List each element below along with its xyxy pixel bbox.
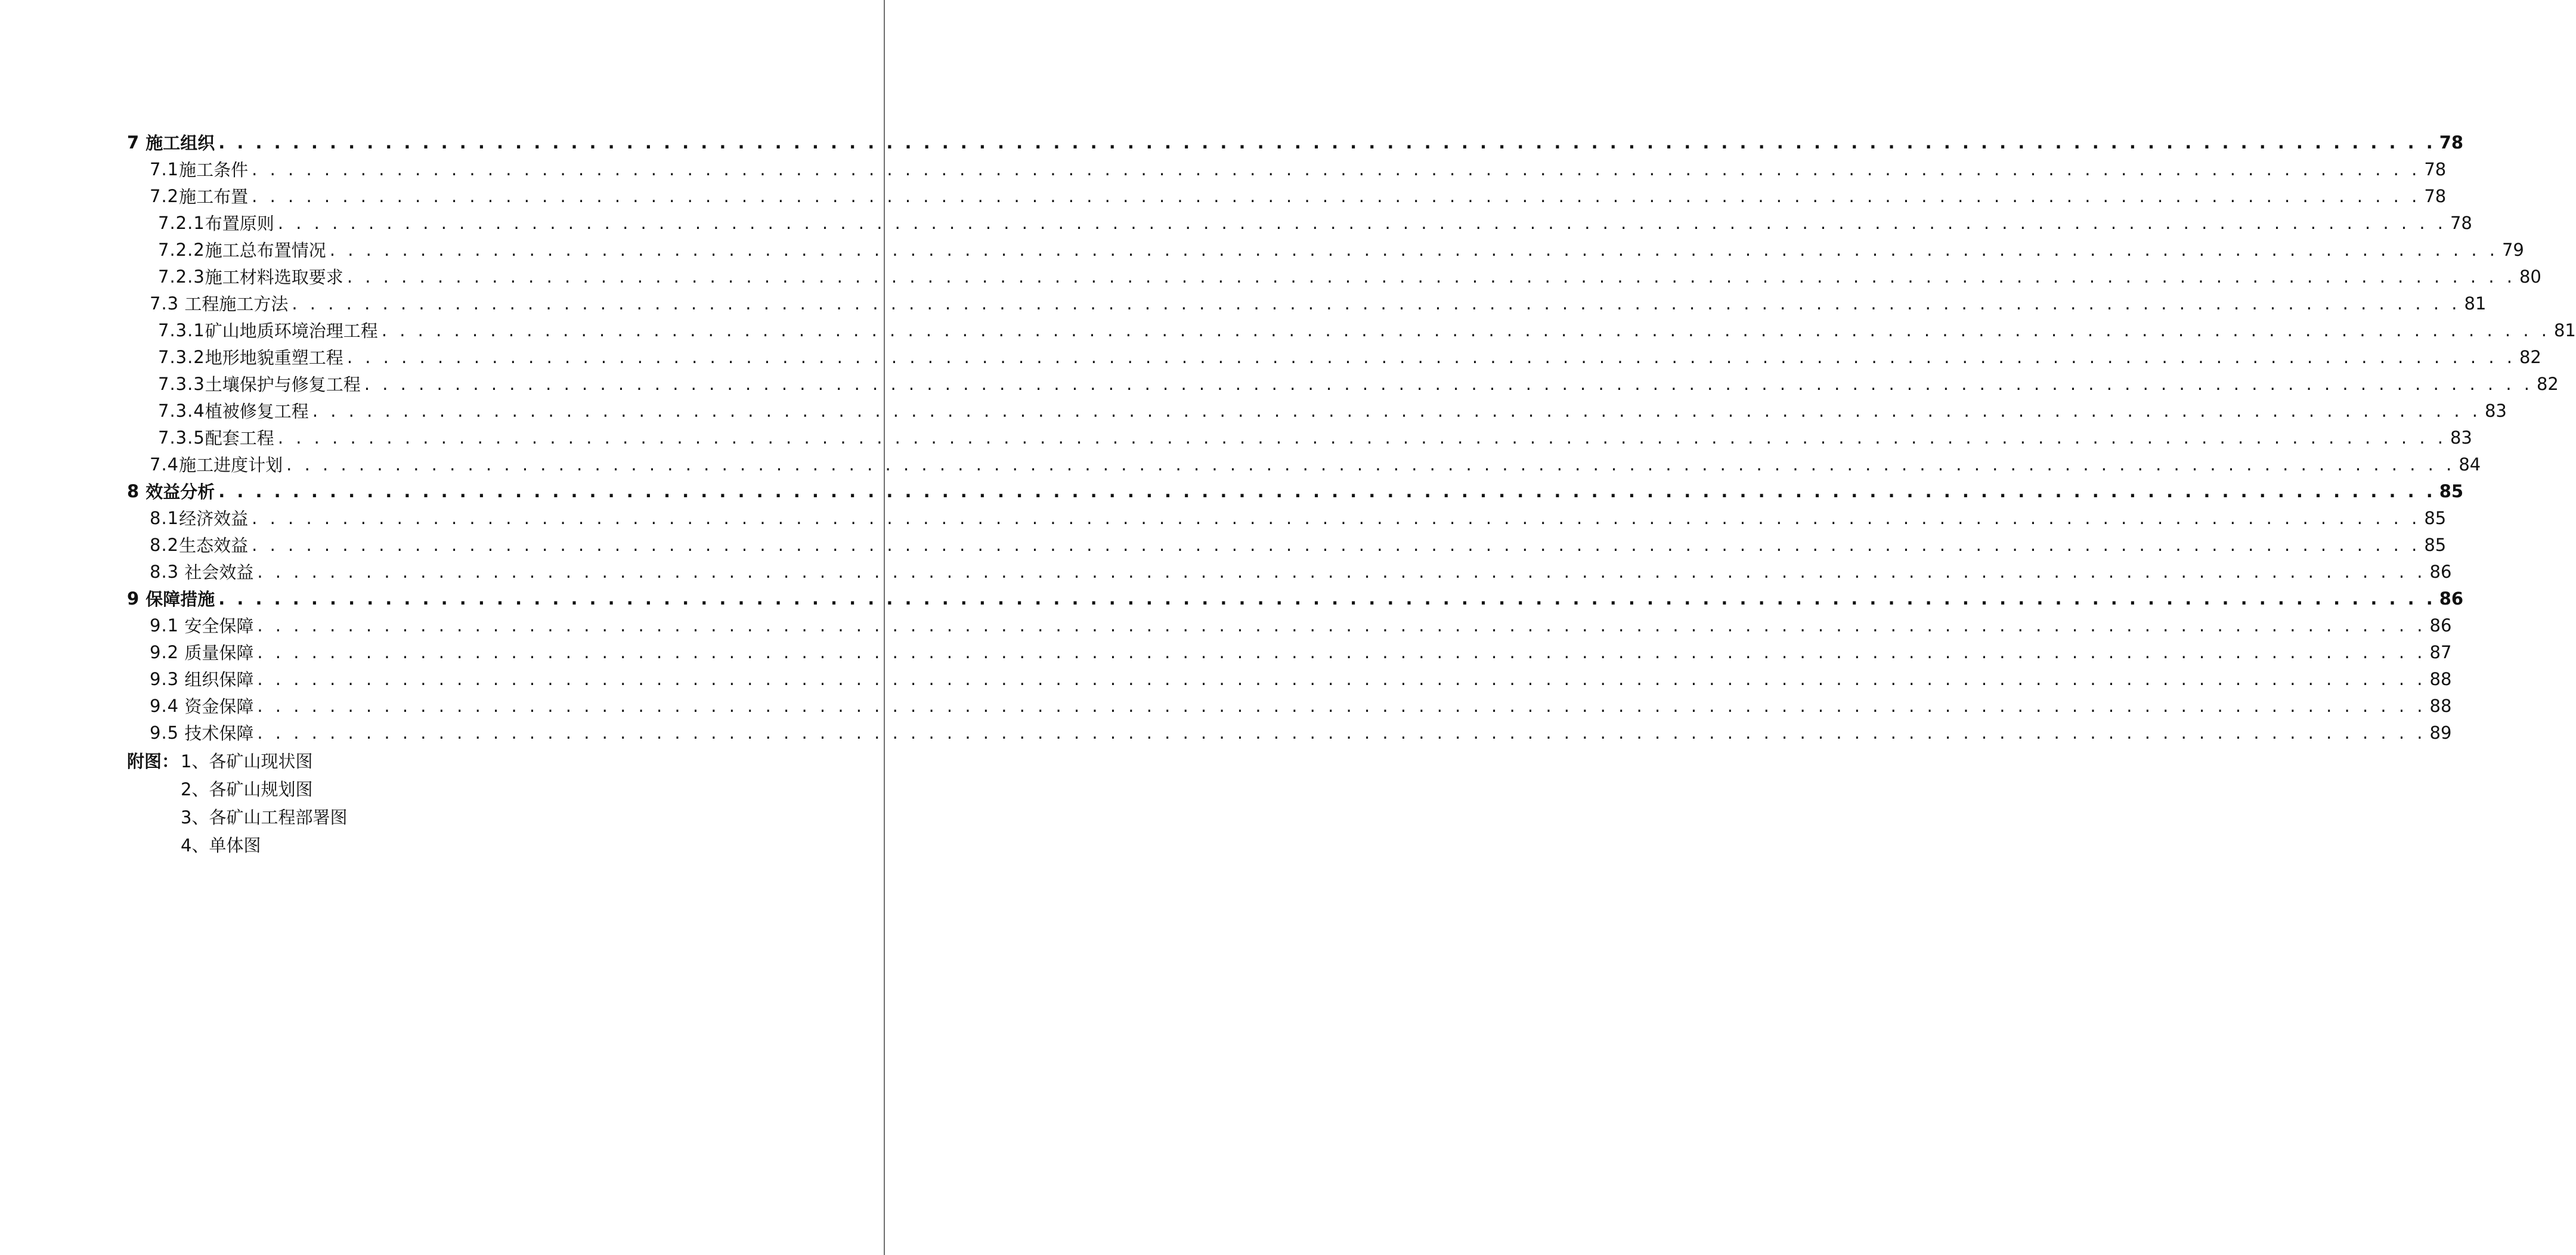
toc-entry-title: 施工总布置情况 — [205, 240, 326, 261]
toc-entry-page: 81 — [2464, 293, 2487, 314]
toc-entry[interactable] — [127, 504, 2447, 531]
toc-entry-page: 78 — [2450, 212, 2472, 233]
toc-entry-page: 81 — [2553, 320, 2576, 340]
toc-entry-number: 7.2.1 — [158, 212, 205, 233]
appendix-row — [127, 746, 347, 774]
toc-entry-number: 9.3 — [150, 668, 179, 689]
toc-entry-title: 效益分析 — [140, 482, 215, 502]
toc-entry-page: 86 — [2429, 561, 2452, 582]
toc-entry-page: 86 — [2429, 615, 2452, 636]
toc-entry-number: 7.3.4 — [158, 400, 205, 421]
appendix-list — [127, 746, 347, 859]
toc-dot-leader: . . . . . . . . . . . . . . . . . . . . . . . . . . . . . . . . . . . . . . . . . . . . . . . . . . . . . . . . . . . . . . . . . . . . . . . . . . . . . . . . . . . . . . . . . . . . . . . . . . . . . . . . . . . . . . . . . . . . . . . . — [257, 561, 2426, 582]
toc-entry-page: 83 — [2484, 400, 2507, 421]
toc-entry-title: 技术保障 — [179, 723, 254, 743]
toc-entry[interactable] — [127, 478, 2464, 504]
toc-entry[interactable] — [127, 558, 2452, 585]
toc-entry-page: 89 — [2429, 722, 2452, 743]
toc-entry[interactable] — [127, 290, 2487, 317]
toc-entry-title: 安全保障 — [179, 616, 254, 636]
appendix-item: 4、单体图 — [181, 835, 261, 856]
toc-dot-leader: . . . . . . . . . . . . . . . . . . . . . . . . . . . . . . . . . . . . . . . . . . . . . . . . . . . . . . . . . . . . . . . . . . . . . . . . . . . . . . . . . . . . . . . . . . . . . . . . . . . . . . . . . . . . . . . . . . . . . . . . — [257, 642, 2426, 662]
appendix-item: 1、各矿山现状图 — [181, 751, 313, 771]
toc-dot-leader: . . . . . . . . . . . . . . . . . . . . . . . . . . . . . . . . . . . . . . . . . . . . . . . . . . . . . . . . . . . . . . . . . . . . . . . . . . . . . . . . . . . . . . . . . . . . . . . . . . . . . . . . . . . . . . . . . . . . . . . . — [277, 212, 2447, 233]
toc-entry-page: 78 — [2424, 185, 2447, 206]
appendix-item: 2、各矿山规划图 — [181, 779, 313, 800]
toc-entry[interactable] — [127, 370, 2559, 397]
toc-entry-page: 82 — [2519, 346, 2541, 367]
toc-entry-title: 植被修复工程 — [205, 401, 309, 422]
toc-dot-leader: . . . . . . . . . . . . . . . . . . . . . . . . . . . . . . . . . . . . . . . . . . . . . . . . . . . . . . . . . . . . . . . . . . . . . . . . . . . . . . . . . . . . . . . . . . . . . . . . . . . . . . . . . . . . . . . . . . . . . . . . — [364, 373, 2533, 394]
toc-entry-number: 9.4 — [150, 695, 179, 716]
appendix-row — [127, 802, 347, 831]
toc-entry-number: 9.1 — [150, 615, 179, 636]
toc-entry-page: 85 — [2439, 481, 2464, 501]
toc-entry-number: 7.3 — [150, 293, 179, 314]
toc-entry[interactable] — [127, 317, 2576, 343]
toc-dot-leader: . . . . . . . . . . . . . . . . . . . . . . . . . . . . . . . . . . . . . . . . . . . . . . . . . . . . . . . . . . . . . . . . . . . . . . . . . . . . . . . . . . . . . . . . . . . . . . . . . . . . . . . . . . . . . . . . . . . . . . . . — [257, 668, 2426, 689]
toc-entry-page: 78 — [2439, 132, 2464, 153]
toc-entry-title: 工程施工方法 — [179, 294, 289, 314]
toc-entry-page: 78 — [2424, 159, 2447, 179]
toc-entry-page: 85 — [2424, 534, 2447, 555]
toc-entry-page: 83 — [2450, 427, 2472, 448]
toc-dot-leader: . . . . . . . . . . . . . . . . . . . . . . . . . . . . . . . . . . . . . . . . . . . . . . . . . . . . . . . . . . . . . . . . . . . . . . . . . . . . . . . . . . . . . . . . . . . . . . . . . . . . . . . . . . . . . . . . . . . . . . . . — [252, 159, 2421, 179]
toc-entry[interactable] — [127, 612, 2452, 639]
toc-dot-leader: . . . . . . . . . . . . . . . . . . . . . . . . . . . . . . . . . . . . . . . . . . . . . . . . . . . . . . . . . . . . . . . . . . . . . . . . . . . . . . . . . . . . . . . . . . . . . . . . . . . . . . . . . . . . . . . . . . . . . . . . — [286, 454, 2456, 475]
toc-entry-number: 7.2.2 — [158, 239, 205, 260]
toc-entry[interactable] — [127, 209, 2472, 236]
toc-entry[interactable] — [127, 129, 2464, 156]
appendix-item: 3、各矿山工程部署图 — [181, 807, 348, 828]
toc-entry[interactable] — [127, 424, 2472, 451]
toc-entry-page: 82 — [2536, 373, 2559, 394]
appendix-label: 附图： — [127, 751, 179, 771]
toc-entry-number: 7.3.5 — [158, 427, 205, 448]
toc-entry-title: 社会效益 — [179, 562, 254, 582]
toc-entry[interactable] — [127, 236, 2524, 263]
toc-entry-number: 7.2 — [150, 185, 179, 206]
toc-entry-page: 79 — [2501, 239, 2524, 260]
toc-entry-number: 8.3 — [150, 561, 179, 582]
toc-dot-leader: . . . . . . . . . . . . . . . . . . . . . . . . . . . . . . . . . . . . . . . . . . . . . . . . . . . . . . . . . . . . . . . . . . . . . . . . . . . . . . . . . . . . . . . . . . . . . . . . . . . . . . . . . . . . . . . . . . . . . . . . — [346, 266, 2516, 287]
toc-dot-leader: . . . . . . . . . . . . . . . . . . . . . . . . . . . . . . . . . . . . . . . . . . . . . . . . . . . . . . . . . . . . . . . . . . . . . . . . . . . . . . . . . . . . . . . . . . . . . . . . . . . . . . . . . . . . . . . . . . . . . . . . — [252, 185, 2421, 206]
toc-entry-number: 7.3.1 — [158, 320, 205, 340]
toc-entry-title: 保障措施 — [140, 589, 215, 609]
toc-entry-title: 组织保障 — [179, 670, 254, 690]
table-of-contents — [127, 129, 2576, 746]
toc-dot-leader: . . . . . . . . . . . . . . . . . . . . . . . . . . . . . . . . . . . . . . . . . . . . . . . . . . . . . . . . . . . . . . . . . . . . . . . . . . . . . . . . . . . . . . . . . . . . . . . . . . . . . . . . . . . . . . . . . . . . . . . . — [257, 615, 2426, 636]
toc-entry[interactable] — [127, 263, 2541, 290]
toc-entry-number: 7.1 — [150, 159, 179, 179]
toc-dot-leader: . . . . . . . . . . . . . . . . . . . . . . . . . . . . . . . . . . . . . . . . . . . . . . . . . . . . . . . . . . . . . . . . . . . . . . . . . . . . . . . . . . . . . . . . . . . . . . . . . . . . . . . . . . . . . . . . . . . . . . . . — [277, 427, 2447, 448]
appendix-row — [127, 774, 347, 802]
toc-entry-page: 87 — [2429, 642, 2452, 662]
toc-dot-leader: . . . . . . . . . . . . . . . . . . . . . . . . . . . . . . . . . . . . . . . . . . . . . . . . . . . . . . . . . . . . . . . . . . . . . . . . . . . . . . . . . . . . . . . . . . . . . . . . . . . . . . . . . . . . . . . . . . . . . . . . — [252, 534, 2421, 555]
toc-entry-page: 88 — [2429, 695, 2452, 716]
toc-entry-title: 经济效益 — [179, 509, 249, 529]
toc-entry-number: 7.3.2 — [158, 346, 205, 367]
toc-entry-page: 88 — [2429, 668, 2452, 689]
toc-entry-page: 86 — [2439, 588, 2464, 609]
toc-entry-page: 84 — [2459, 454, 2481, 475]
toc-entry-title: 资金保障 — [179, 696, 254, 717]
toc-entry-number: 8.2 — [150, 534, 179, 555]
toc-entry-number: 9.2 — [150, 642, 179, 662]
toc-dot-leader: . . . . . . . . . . . . . . . . . . . . . . . . . . . . . . . . . . . . . . . . . . . . . . . . . . . . . . . . . . . . . . . . . . . . . . . . . . . . . . . . . . . . . . . . . . . . . . . . . . . . . . . . . . . . . . . . . . . . . . . . — [257, 722, 2426, 743]
toc-dot-leader: . . . . . . . . . . . . . . . . . . . . . . . . . . . . . . . . . . . . . . . . . . . . . . . . . . . . . . . . . . . . . . . . . . . . . . . . . . . . . . . . . . . . . . . . . . . . . . . . . . . . . . . . . . . . . . . . . . . . . . . . — [346, 346, 2516, 367]
toc-entry[interactable] — [127, 585, 2464, 612]
toc-entry-title: 布置原则 — [205, 213, 274, 234]
toc-dot-leader: . . . . . . . . . . . . . . . . . . . . . . . . . . . . . . . . . . . . . . . . . . . . . . . . . . . . . . . . . . . . . . . . . . . . . . . . . . . . . . . . . . . . . . . . . . . . . . . . . . . . . . . . . . . . . . . . . . . . . . . . — [218, 132, 2436, 153]
toc-entry[interactable] — [127, 451, 2481, 478]
toc-dot-leader: . . . . . . . . . . . . . . . . . . . . . . . . . . . . . . . . . . . . . . . . . . . . . . . . . . . . . . . . . . . . . . . . . . . . . . . . . . . . . . . . . . . . . . . . . . . . . . . . . . . . . . . . . . . . . . . . . . . . . . . . — [381, 320, 2550, 340]
toc-entry-number: 7.4 — [150, 454, 179, 475]
toc-entry-title: 土壤保护与修复工程 — [205, 374, 361, 395]
toc-entry-title: 质量保障 — [179, 643, 254, 663]
toc-entry-title: 施工材料选取要求 — [205, 267, 343, 287]
toc-entry-number: 7.2.3 — [158, 266, 205, 287]
toc-entry[interactable] — [127, 639, 2452, 665]
toc-entry-title: 施工条件 — [179, 160, 249, 180]
toc-entry[interactable] — [127, 665, 2452, 692]
toc-entry-number: 9 — [127, 588, 140, 609]
toc-entry-title: 施工组织 — [140, 133, 215, 153]
toc-entry[interactable] — [127, 343, 2541, 370]
toc-dot-leader: . . . . . . . . . . . . . . . . . . . . . . . . . . . . . . . . . . . . . . . . . . . . . . . . . . . . . . . . . . . . . . . . . . . . . . . . . . . . . . . . . . . . . . . . . . . . . . . . . . . . . . . . . . . . . . . . . . . . . . . . — [218, 588, 2436, 609]
toc-dot-leader: . . . . . . . . . . . . . . . . . . . . . . . . . . . . . . . . . . . . . . . . . . . . . . . . . . . . . . . . . . . . . . . . . . . . . . . . . . . . . . . . . . . . . . . . . . . . . . . . . . . . . . . . . . . . . . . . . . . . . . . . — [218, 481, 2436, 501]
toc-entry-title: 施工布置 — [179, 187, 249, 207]
toc-entry-number: 7 — [127, 132, 140, 153]
toc-entry[interactable] — [127, 397, 2507, 424]
toc-dot-leader: . . . . . . . . . . . . . . . . . . . . . . . . . . . . . . . . . . . . . . . . . . . . . . . . . . . . . . . . . . . . . . . . . . . . . . . . . . . . . . . . . . . . . . . . . . . . . . . . . . . . . . . . . . . . . . . . . . . . . . . . — [329, 239, 2498, 260]
toc-entry[interactable] — [127, 156, 2447, 182]
toc-entry-page: 80 — [2519, 266, 2541, 287]
toc-entry[interactable] — [127, 531, 2447, 558]
toc-entry-number: 8 — [127, 481, 140, 501]
toc-entry[interactable] — [127, 692, 2452, 719]
toc-entry-number: 8.1 — [150, 507, 179, 528]
toc-dot-leader: . . . . . . . . . . . . . . . . . . . . . . . . . . . . . . . . . . . . . . . . . . . . . . . . . . . . . . . . . . . . . . . . . . . . . . . . . . . . . . . . . . . . . . . . . . . . . . . . . . . . . . . . . . . . . . . . . . . . . . . . — [292, 293, 2461, 314]
toc-entry-number: 9.5 — [150, 722, 179, 743]
toc-entry-title: 施工进度计划 — [179, 455, 283, 475]
toc-dot-leader: . . . . . . . . . . . . . . . . . . . . . . . . . . . . . . . . . . . . . . . . . . . . . . . . . . . . . . . . . . . . . . . . . . . . . . . . . . . . . . . . . . . . . . . . . . . . . . . . . . . . . . . . . . . . . . . . . . . . . . . . — [257, 695, 2426, 716]
toc-entry-page: 85 — [2424, 507, 2447, 528]
toc-entry[interactable] — [127, 182, 2447, 209]
toc-entry-number: 7.3.3 — [158, 373, 205, 394]
toc-dot-leader: . . . . . . . . . . . . . . . . . . . . . . . . . . . . . . . . . . . . . . . . . . . . . . . . . . . . . . . . . . . . . . . . . . . . . . . . . . . . . . . . . . . . . . . . . . . . . . . . . . . . . . . . . . . . . . . . . . . . . . . . — [312, 400, 2481, 421]
toc-dot-leader: . . . . . . . . . . . . . . . . . . . . . . . . . . . . . . . . . . . . . . . . . . . . . . . . . . . . . . . . . . . . . . . . . . . . . . . . . . . . . . . . . . . . . . . . . . . . . . . . . . . . . . . . . . . . . . . . . . . . . . . . — [252, 507, 2421, 528]
toc-entry-title: 配套工程 — [205, 428, 274, 448]
toc-entry[interactable] — [127, 719, 2452, 746]
toc-entry-title: 生态效益 — [179, 535, 249, 556]
appendix-row — [127, 831, 347, 859]
toc-entry-title: 矿山地质环境治理工程 — [205, 321, 378, 341]
toc-entry-title: 地形地貌重塑工程 — [205, 348, 343, 368]
